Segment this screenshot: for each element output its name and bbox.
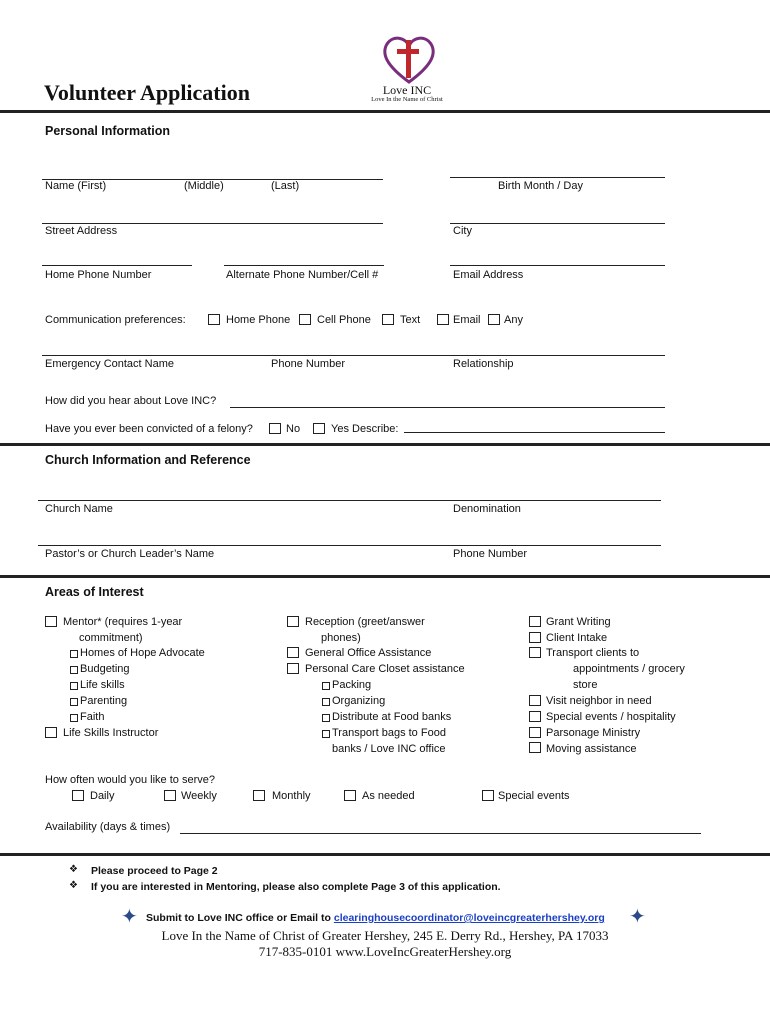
interest-distribute: Distribute at Food banks <box>332 711 452 723</box>
label-serve-frequency: How often would you like to serve? <box>45 774 215 786</box>
label-comm-pref: Communication preferences: <box>45 314 186 326</box>
label-relationship: Relationship <box>453 358 514 370</box>
checkbox-life-skills[interactable] <box>70 682 78 690</box>
interest-mentor: Mentor* (requires 1-year <box>63 616 183 628</box>
interest-life-skills: Life skills <box>80 679 125 691</box>
comm-cell-phone: Cell Phone <box>317 314 371 326</box>
birth-line[interactable] <box>450 177 665 178</box>
comm-home-phone: Home Phone <box>226 314 291 326</box>
page-title: Volunteer Application <box>44 80 250 105</box>
checkbox-transport-bags[interactable] <box>322 730 330 738</box>
pastor-line[interactable] <box>38 545 661 546</box>
felony-describe-line[interactable] <box>404 432 665 433</box>
divider <box>0 110 770 113</box>
label-availability: Availability (days & times) <box>45 821 171 833</box>
section-interest: Areas of Interest <box>45 585 144 599</box>
hear-line[interactable] <box>230 407 665 408</box>
section-personal: Personal Information <box>45 124 171 138</box>
submit-text: Submit to Love INC office or Email to <box>146 912 331 924</box>
serve-as-needed: As needed <box>362 790 415 802</box>
checkbox-email[interactable] <box>437 314 449 325</box>
label-last: (Last) <box>271 180 300 192</box>
checkbox-moving[interactable] <box>529 742 541 753</box>
checkbox-text[interactable] <box>382 314 394 325</box>
checkbox-special-events-serve[interactable] <box>482 790 494 801</box>
checkbox-monthly[interactable] <box>253 790 265 801</box>
availability-line[interactable] <box>180 833 701 834</box>
label-city: City <box>453 225 472 237</box>
interest-special-events: Special events / hospitality <box>546 711 676 723</box>
label-church-name: Church Name <box>45 503 113 515</box>
checkbox-organizing[interactable] <box>322 698 330 706</box>
checkbox-budgeting[interactable] <box>70 666 78 674</box>
serve-weekly: Weekly <box>181 790 217 802</box>
divider <box>0 853 770 856</box>
divider <box>0 575 770 578</box>
serve-daily: Daily <box>90 790 115 802</box>
label-church-phone: Phone Number <box>453 548 527 560</box>
label-home-phone: Home Phone Number <box>45 269 152 281</box>
divider <box>0 443 770 446</box>
serve-monthly: Monthly <box>272 790 311 802</box>
checkbox-closet[interactable] <box>287 663 299 674</box>
label-emergency: Emergency Contact Name <box>45 358 174 370</box>
interest-grant-writing: Grant Writing <box>546 616 611 628</box>
love-inc-logo <box>362 34 462 106</box>
org-contact: 717-835-0101 www.LoveIncGreaterHershey.org <box>258 944 512 959</box>
interest-reception: Reception (greet/answer <box>305 616 425 628</box>
church-name-line[interactable] <box>38 500 661 501</box>
checkbox-as-needed[interactable] <box>344 790 356 801</box>
footer-bullet-2: If you are interested in Mentoring, please also complete Page 3 of this application. <box>91 881 501 893</box>
interest-client-intake: Client Intake <box>546 632 608 644</box>
comm-any: Any <box>504 314 523 326</box>
logo-text: Love INC <box>382 83 432 97</box>
logo-subtext: Love In the Name of Christ <box>371 96 443 103</box>
interest-visit-neighbor: Visit neighbor in need <box>546 695 652 707</box>
email-line[interactable] <box>450 265 665 266</box>
checkbox-parenting[interactable] <box>70 698 78 706</box>
checkbox-weekly[interactable] <box>164 790 176 801</box>
bullet-icon: ❖ <box>69 880 78 891</box>
checkbox-felony-yes[interactable] <box>313 423 325 434</box>
checkbox-felony-no[interactable] <box>269 423 281 434</box>
checkbox-packing[interactable] <box>322 682 330 690</box>
checkbox-special-events[interactable] <box>529 711 541 722</box>
label-hear: How did you hear about Love INC? <box>45 395 217 407</box>
label-birth: Birth Month / Day <box>498 180 583 192</box>
email-link[interactable]: clearinghousecoordinator@loveincgreaterhershey.org <box>333 912 605 924</box>
checkbox-reception[interactable] <box>287 616 299 627</box>
submit-line <box>146 912 605 924</box>
label-street: Street Address <box>45 225 118 237</box>
home-phone-line[interactable] <box>42 265 192 266</box>
checkbox-homes-of-hope[interactable] <box>70 650 78 658</box>
checkbox-mentor[interactable] <box>45 616 57 627</box>
city-line[interactable] <box>450 223 665 224</box>
interest-transport-bags: Transport bags to Food <box>332 727 446 739</box>
org-address: Love In the Name of Christ of Greater Hershey, 245 E. Derry Rd., Hershey, PA 17033 <box>161 928 609 943</box>
section-church: Church Information and Reference <box>45 453 251 467</box>
checkbox-cell-phone[interactable] <box>299 314 311 325</box>
checkbox-distribute[interactable] <box>322 714 330 722</box>
label-denomination: Denomination <box>453 503 521 515</box>
star-icon: ✦ <box>121 906 138 928</box>
alt-phone-line[interactable] <box>224 265 384 266</box>
label-pastor: Pastor’s or Church Leader’s Name <box>45 548 215 560</box>
emergency-line[interactable] <box>42 355 665 356</box>
interest-homes-of-hope: Homes of Hope Advocate <box>80 647 205 659</box>
interest-packing: Packing <box>332 679 372 691</box>
heart-cross-icon <box>379 34 439 86</box>
interest-moving: Moving assistance <box>546 743 637 755</box>
interest-transport-clients-cont: appointments / grocery <box>573 663 685 675</box>
checkbox-parsonage[interactable] <box>529 727 541 738</box>
comm-email: Email <box>453 314 481 326</box>
footer-bullet-1: Please proceed to Page 2 <box>91 865 218 877</box>
star-icon: ✦ <box>629 906 646 928</box>
label-middle: (Middle) <box>184 180 224 192</box>
checkbox-faith[interactable] <box>70 714 78 722</box>
serve-special-events: Special events <box>498 790 570 802</box>
checkbox-grant-writing[interactable] <box>529 616 541 627</box>
interest-transport-clients: Transport clients to <box>546 647 640 659</box>
checkbox-life-skills-instructor[interactable] <box>45 727 57 738</box>
interest-transport-bags-cont: banks / Love INC office <box>332 743 446 755</box>
interest-organizing: Organizing <box>332 695 386 707</box>
interest-life-skills-instructor: Life Skills Instructor <box>63 727 159 739</box>
checkbox-visit-neighbor[interactable] <box>529 695 541 706</box>
checkbox-daily[interactable] <box>72 790 84 801</box>
label-felony: Have you ever been convicted of a felony? <box>45 423 253 435</box>
interest-reception-cont: phones) <box>321 632 361 644</box>
checkbox-transport-clients[interactable] <box>529 647 541 658</box>
street-line[interactable] <box>42 223 383 224</box>
checkbox-home-phone[interactable] <box>208 314 220 325</box>
comm-text: Text <box>400 314 421 326</box>
label-emergency-phone: Phone Number <box>271 358 345 370</box>
checkbox-client-intake[interactable] <box>529 632 541 643</box>
interest-closet: Personal Care Closet assistance <box>305 663 465 675</box>
interest-faith: Faith <box>80 711 105 723</box>
interest-parsonage: Parsonage Ministry <box>546 727 641 739</box>
interest-transport-clients-cont2: store <box>573 679 598 691</box>
label-email: Email Address <box>453 269 524 281</box>
checkbox-general-office[interactable] <box>287 647 299 658</box>
interest-mentor-cont: commitment) <box>79 632 143 644</box>
felony-no: No <box>286 423 301 435</box>
interest-general-office: General Office Assistance <box>305 647 432 659</box>
label-first: Name (First) <box>45 180 107 192</box>
interest-budgeting: Budgeting <box>80 663 130 675</box>
label-alt-phone: Alternate Phone Number/Cell # <box>226 269 379 281</box>
felony-yes: Yes Describe: <box>331 423 399 435</box>
checkbox-any[interactable] <box>488 314 500 325</box>
bullet-icon: ❖ <box>69 864 78 875</box>
interest-parenting: Parenting <box>80 695 128 707</box>
